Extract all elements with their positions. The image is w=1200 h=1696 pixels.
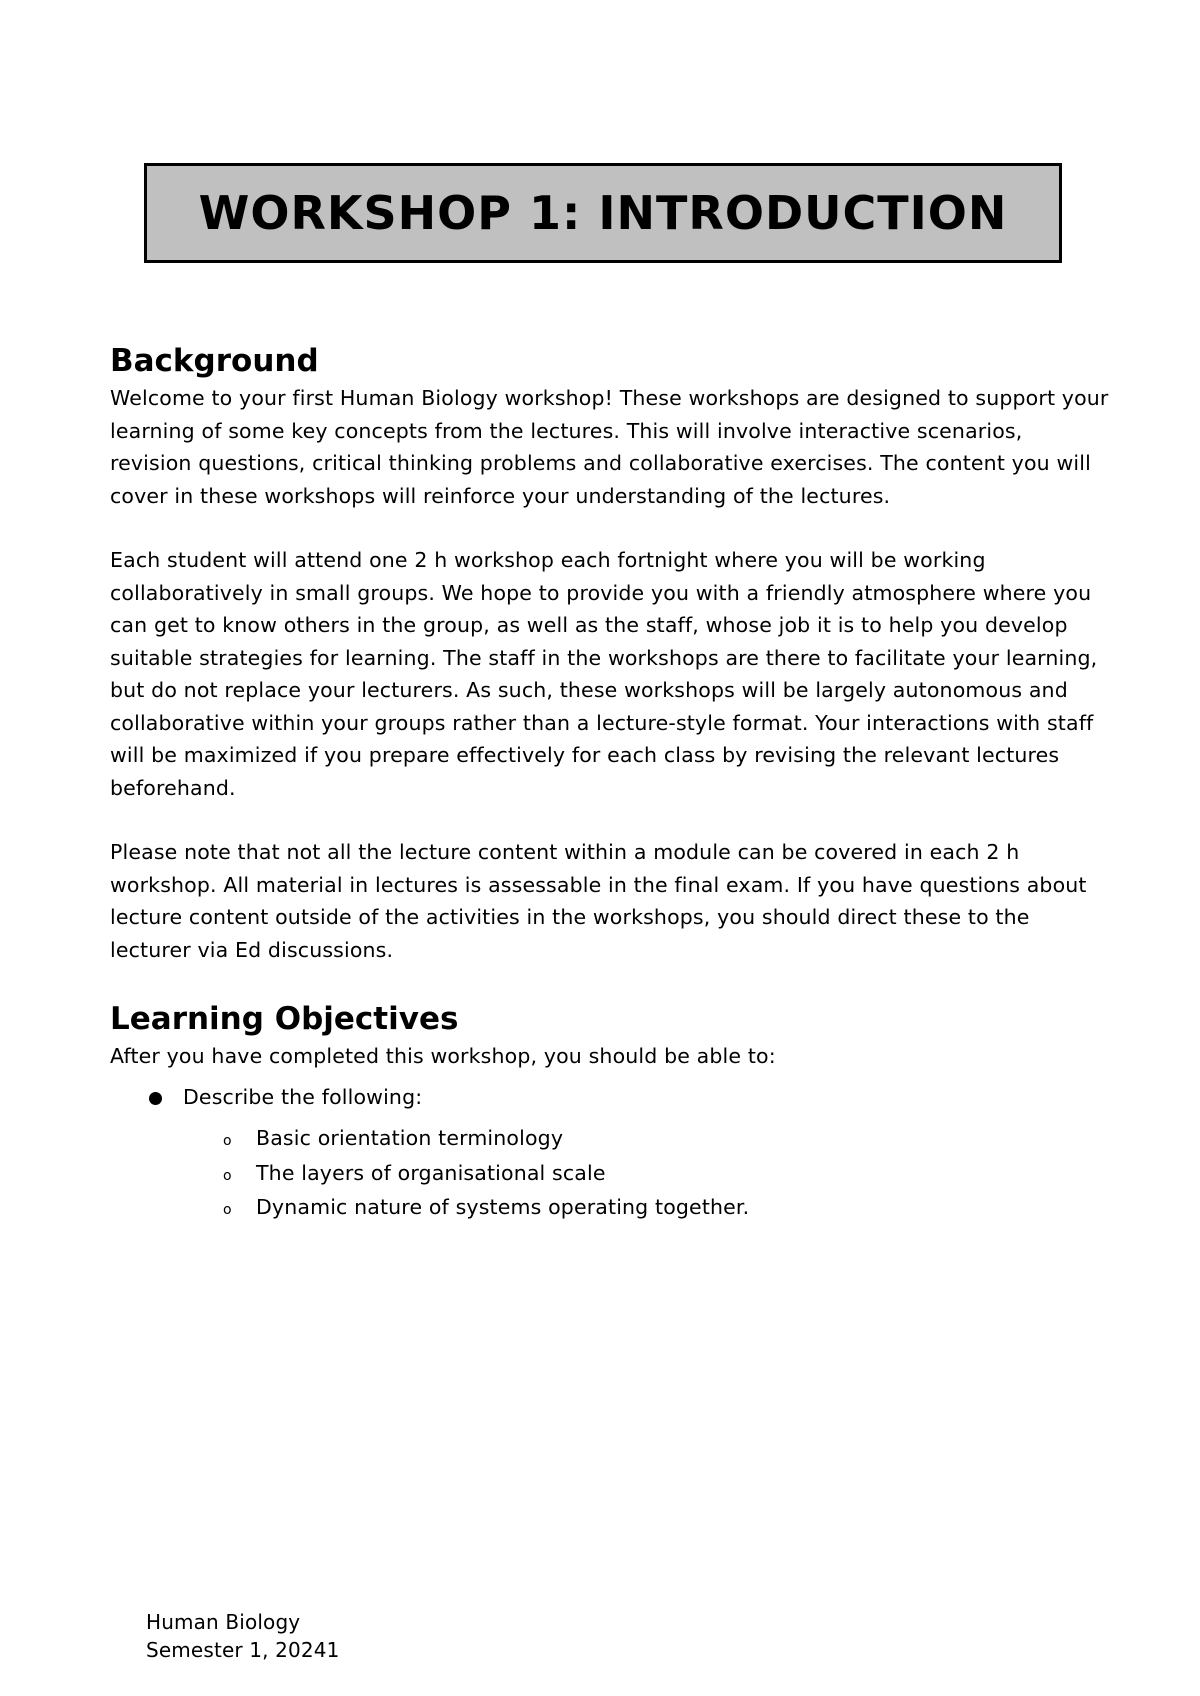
list-item	[183, 1190, 1110, 1225]
list-item	[183, 1121, 1110, 1156]
sub-item-text: Dynamic nature of systems operating together.	[256, 1195, 750, 1219]
background-paragraph-2: Each student will attend one 2 h workshop each fortnight where you will be working collaboratively in small groups. We hope to provide you with a friendly atmosphere where you can get to know others in the group, as well as the staff, whose job it is to help you develop suitable strategies for learning. The staff in the workshops are there to facilitate your learning, but do not replace your lecturers. As such, these workshops will be largely autonomous and collaborative within your groups rather than a lecture-style format. Your interactions with staff will be maximized if you prepare effectively for each class by revising the relevant lectures beforehand.	[110, 548, 1098, 800]
footer-course: Human Biology	[146, 1610, 301, 1634]
sub-bullet-icon: o	[223, 1133, 232, 1149]
document-body	[110, 340, 1110, 1225]
title-box	[144, 163, 1062, 263]
sub-bullet-icon: o	[223, 1202, 232, 1218]
objectives-list	[110, 1081, 1110, 1225]
footer-semester: Semester 1, 20241	[146, 1638, 340, 1662]
bullet-text: Describe the following:	[183, 1084, 423, 1109]
sub-bullet-icon: o	[223, 1167, 232, 1184]
background-heading: Background	[110, 343, 319, 379]
bullet-icon	[149, 1092, 162, 1105]
learning-objectives-heading: Learning Objectives	[110, 1001, 459, 1037]
list-item	[110, 1081, 1110, 1225]
list-item	[183, 1156, 1110, 1191]
page-title: WORKSHOP 1: INTRODUCTION	[198, 186, 1008, 240]
background-paragraph-3: Please note that not all the lecture content within a module can be covered in each 2 h workshop. All material in lectures is assessable in the final exam. If you have questions about lecture content outside of the activities in the workshops, you should direct these to the lecturer via Ed discussions.	[110, 840, 1087, 962]
sub-item-text: The layers of organisational scale	[256, 1160, 606, 1185]
learning-objectives-intro: After you have completed this workshop, you should be able to:	[110, 1044, 776, 1068]
page-footer	[146, 1608, 340, 1664]
background-paragraph-1: Welcome to your first Human Biology workshop! These workshops are designed to support your learning of some key concepts from the lectures. This will involve interactive scenarios, revision questions, critical thinking problems and collaborative exercises. The content you will cover in these workshops will reinforce your understanding of the lectures.	[110, 386, 1109, 508]
sub-item-text: Basic orientation terminology	[256, 1126, 564, 1150]
objectives-sub-list	[183, 1121, 1110, 1225]
